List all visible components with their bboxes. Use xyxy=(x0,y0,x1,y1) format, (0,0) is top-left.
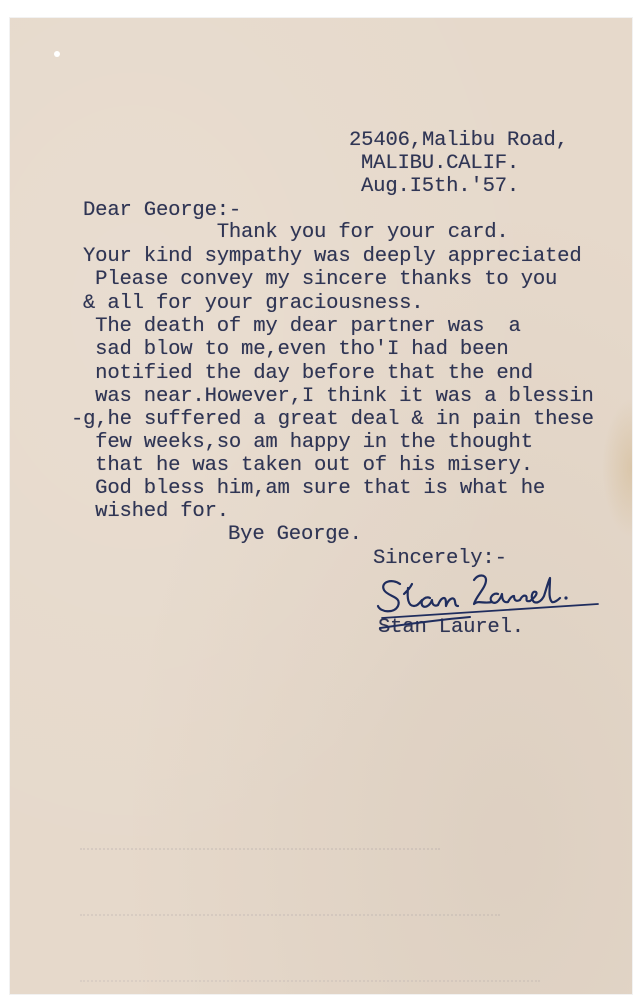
body-line-6: sad blow to me,even tho'I had been xyxy=(83,338,509,361)
body-line-4: & all for your graciousness. xyxy=(83,292,424,315)
body-line-10: few weeks,so am happy in the thought xyxy=(83,431,533,454)
body-line-8: was near.However,I think it was a blessin xyxy=(83,385,594,408)
address-line-2: MALIBU.CALIF. xyxy=(361,152,520,175)
body-line-5: The death of my dear partner was a xyxy=(83,315,521,338)
body-line-13: wished for. xyxy=(83,500,229,523)
body-line-11: that he was taken out of his misery. xyxy=(83,454,533,477)
body-line-2: Your kind sympathy was deeply appreciated xyxy=(83,245,582,268)
address-line-1: 25406,Malibu Road, xyxy=(349,129,568,152)
body-line-7: notified the day before that the end xyxy=(83,362,533,385)
letter-paper xyxy=(10,18,632,994)
pen-strike-mark xyxy=(378,614,474,634)
salutation: Dear George:- xyxy=(83,199,242,222)
farewell: Bye George. xyxy=(228,523,362,546)
typed-signature-name: Stan Laurel. xyxy=(378,616,524,639)
punch-hole xyxy=(54,51,60,57)
body-line-1: Thank you for your card. xyxy=(83,221,509,244)
body-line-12: God bless him,am sure that is what he xyxy=(83,477,546,500)
paper-stain xyxy=(602,398,632,538)
body-line-9: -g,he suffered a great deal & in pain these xyxy=(71,408,594,431)
closing: Sincerely:- xyxy=(373,547,507,570)
letter-date: Aug.I5th.'57. xyxy=(361,175,520,198)
body-line-3: Please convey my sincere thanks to you xyxy=(83,268,558,291)
show-through-texture xyxy=(80,808,580,994)
